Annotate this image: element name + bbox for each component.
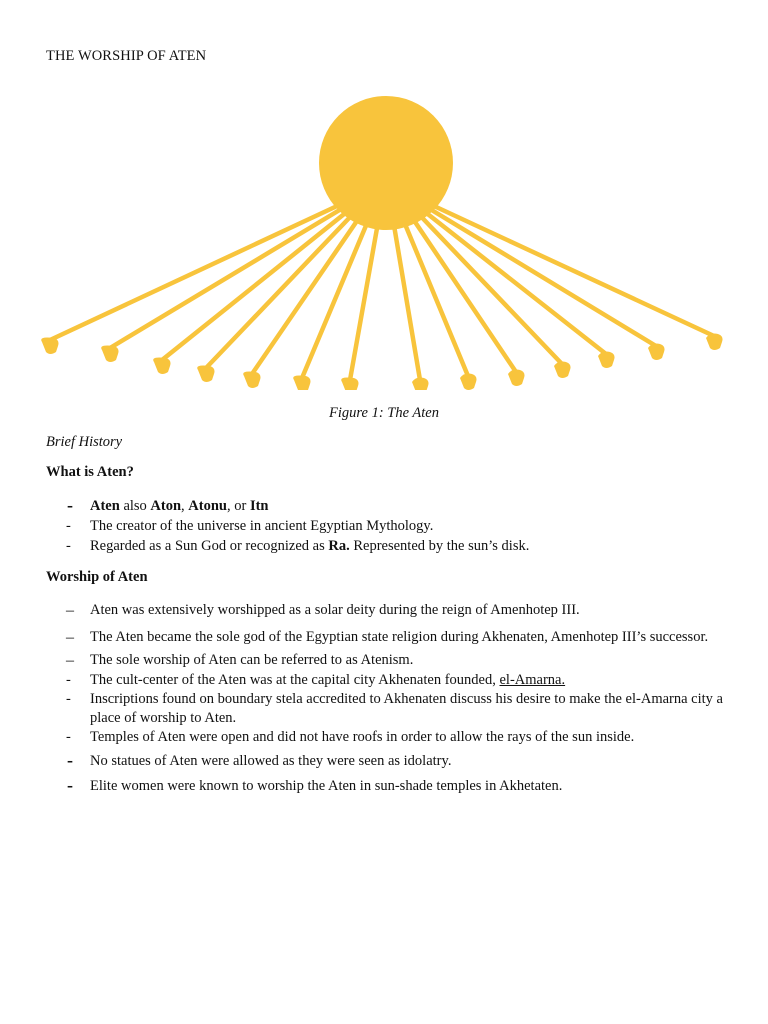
term-aton: Aton bbox=[150, 498, 182, 514]
list-item: - Elite women were known to worship the Aten in sun-shade temples in Akhetaten. bbox=[67, 775, 563, 795]
list-item: - Regarded as a Sun God or recognized as Ra. Represented by the sun’s disk. bbox=[66, 538, 530, 554]
section-label: Brief History bbox=[46, 434, 123, 450]
ray-hand bbox=[153, 358, 170, 375]
list-item: - Temples of Aten were open and did not have roofs in order to allow the rays of the sun inside. bbox=[66, 729, 635, 745]
sun-ray bbox=[162, 202, 359, 360]
el-amarna-link[interactable]: el-Amarna. bbox=[499, 672, 566, 688]
term-itn: Itn bbox=[249, 498, 269, 514]
ray-hand bbox=[293, 376, 310, 391]
bullet-dash: - bbox=[66, 672, 71, 688]
ray-hand bbox=[460, 374, 477, 391]
term-atonu: Atonu bbox=[188, 498, 227, 514]
list-item: – Aten was extensively worshipped as a solar deity during the reign of Amenhotep III. bbox=[66, 602, 580, 619]
bullet-dash: – bbox=[66, 602, 74, 619]
list-item: – The sole worship of Aten can be referred to as Atenism. bbox=[66, 652, 414, 669]
bullet-dash: - bbox=[66, 729, 71, 745]
sun-disk bbox=[319, 96, 453, 230]
ray-hand bbox=[341, 378, 358, 391]
ray-hand bbox=[101, 346, 118, 363]
what-is-aten-heading: What is Aten? bbox=[46, 464, 134, 480]
term-ra: Ra. bbox=[328, 538, 350, 554]
list-item: - No statues of Aten were allowed as they were seen as idolatry. bbox=[67, 750, 452, 770]
ray-hand bbox=[598, 352, 615, 369]
bullet-dash: - bbox=[66, 538, 71, 554]
sun-rays bbox=[41, 202, 722, 390]
worship-list bbox=[46, 601, 726, 796]
term-aten: Aten bbox=[90, 498, 120, 514]
ray-hand bbox=[243, 372, 260, 389]
what-is-aten-list bbox=[46, 497, 726, 556]
bullet-dash: - bbox=[67, 775, 73, 795]
bullet-dash: - bbox=[66, 518, 71, 534]
ray-hand bbox=[197, 366, 214, 383]
ray-hand bbox=[412, 378, 429, 391]
figure-caption: Figure 1: The Aten bbox=[329, 405, 439, 421]
document-title: THE WORSHIP OF ATEN bbox=[46, 48, 207, 64]
bullet-dash: – bbox=[66, 629, 74, 646]
aten-sun-figure bbox=[40, 90, 730, 390]
bullet-dash: - bbox=[67, 750, 73, 770]
sun-ray bbox=[418, 202, 656, 346]
list-item: - The cult-center of the Aten was at the capital city Akhenaten founded, el-Amarna. bbox=[66, 672, 566, 688]
bullet-dash: - bbox=[66, 691, 71, 707]
list-item: – The Aten became the sole god of the Egyptian state religion during Akhenaten, Amenhotep III’s successor. bbox=[66, 629, 709, 646]
ray-hand bbox=[706, 334, 723, 351]
bullet-dash: – bbox=[66, 652, 74, 669]
worship-heading: Worship of Aten bbox=[46, 569, 148, 585]
sun-ray bbox=[110, 202, 353, 348]
ray-hand bbox=[648, 344, 665, 361]
bullet-dash: - bbox=[67, 495, 73, 515]
list-item: - The creator of the universe in ancient Egyptian Mythology. bbox=[66, 518, 434, 534]
ray-hand bbox=[508, 370, 525, 387]
sun-ray bbox=[412, 202, 606, 354]
list-item: - Inscriptions found on boundary stela accredited to Akhenaten discuss his desire to make the el-Amarna city a place of worship to Aten. bbox=[66, 691, 723, 726]
list-item: - Aten also Aton, Atonu, or Itn bbox=[67, 495, 269, 515]
ray-hand bbox=[41, 338, 58, 355]
ray-hand bbox=[554, 362, 571, 379]
